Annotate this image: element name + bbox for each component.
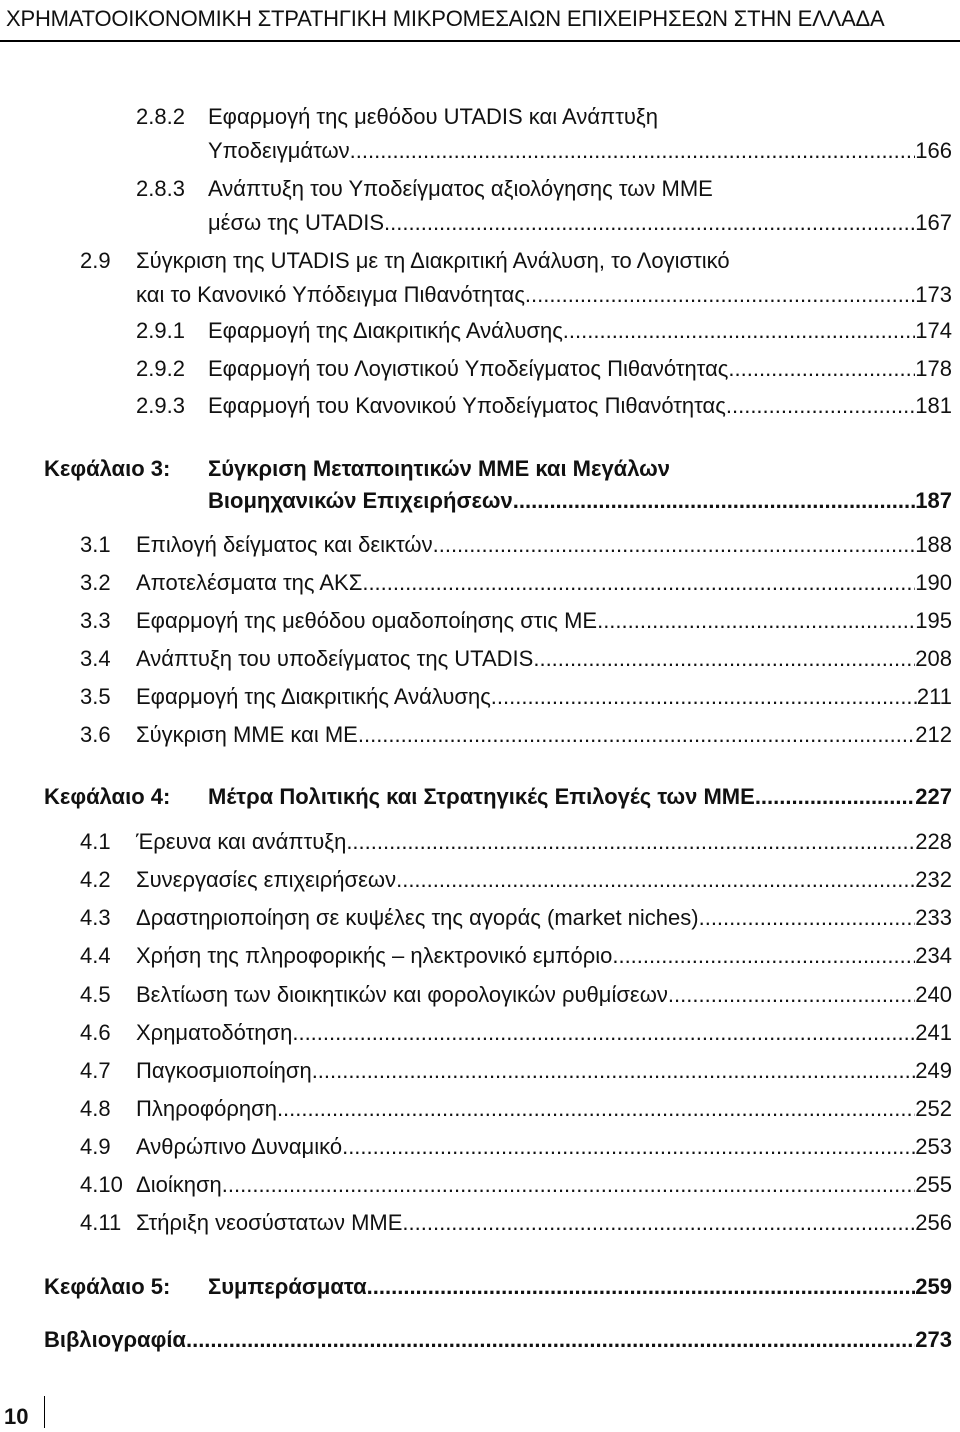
toc-entry-3-2[interactable] bbox=[80, 568, 952, 598]
chapter-page: 187 bbox=[915, 488, 952, 513]
entry-page: 190 bbox=[915, 570, 952, 595]
dot-leader bbox=[726, 391, 915, 421]
dot-leader bbox=[367, 1272, 916, 1302]
entry-title-cont: Υποδειγμάτων bbox=[208, 138, 350, 163]
entry-page: 255 bbox=[915, 1172, 952, 1197]
entry-title: Αποτελέσματα της ΑΚΣ bbox=[136, 570, 363, 595]
toc-entry-2-9-1[interactable] bbox=[136, 316, 952, 346]
entry-page: 167 bbox=[915, 210, 952, 235]
bibliography-page: 273 bbox=[915, 1327, 952, 1352]
entry-title: Συνεργασίες επιχειρήσεων bbox=[136, 867, 397, 892]
dot-leader bbox=[433, 530, 916, 560]
entry-page: 256 bbox=[915, 1210, 952, 1235]
chapter-page: 259 bbox=[915, 1274, 952, 1299]
chapter-label: Κεφάλαιο 4: bbox=[44, 784, 171, 809]
entry-number: 3.4 bbox=[80, 646, 111, 671]
entry-page: 211 bbox=[916, 684, 952, 709]
dot-leader bbox=[533, 644, 915, 674]
dot-leader bbox=[755, 782, 915, 812]
toc-entry-2-9[interactable] bbox=[80, 246, 952, 276]
toc-entry-4-7[interactable] bbox=[80, 1056, 952, 1086]
entry-number: 4.2 bbox=[80, 867, 111, 892]
entry-title: Εφαρμογή της Διακριτικής Ανάλυσης bbox=[208, 318, 563, 343]
entry-page: 174 bbox=[915, 318, 952, 343]
entry-number: 4.1 bbox=[80, 829, 111, 854]
entry-page: 249 bbox=[915, 1058, 952, 1083]
entry-number: 4.9 bbox=[80, 1134, 111, 1159]
dot-leader bbox=[186, 1325, 915, 1355]
toc-chapter-5[interactable] bbox=[44, 1272, 952, 1302]
entry-title: Επιλογή δείγματος και δεικτών bbox=[136, 532, 433, 557]
entry-page: 173 bbox=[915, 282, 952, 307]
entry-page: 233 bbox=[915, 905, 952, 930]
entry-page: 228 bbox=[915, 829, 952, 854]
toc-entry-4-10[interactable] bbox=[80, 1170, 952, 1200]
dot-leader bbox=[699, 903, 916, 933]
entry-title: Εφαρμογή του Λογιστικού Υποδείγματος Πιθανότητας bbox=[208, 356, 729, 381]
entry-number: 3.3 bbox=[80, 608, 111, 633]
entry-page: 166 bbox=[915, 138, 952, 163]
toc-entry-4-9[interactable] bbox=[80, 1132, 952, 1162]
entry-title: Εφαρμογή της μεθόδου ομαδοποίησης στις ΜΕ bbox=[136, 608, 598, 633]
entry-title: Σύγκριση ΜΜΕ και ΜΕ bbox=[136, 722, 358, 747]
dot-leader bbox=[525, 280, 915, 310]
entry-page: 232 bbox=[915, 867, 952, 892]
entry-title: Εφαρμογή της Διακριτικής Ανάλυσης bbox=[136, 684, 491, 709]
toc-entry-2-8-2[interactable] bbox=[136, 102, 952, 132]
chapter-title: Συμπεράσματα bbox=[208, 1274, 367, 1299]
entry-number: 3.1 bbox=[80, 532, 111, 557]
toc-entry-3-5[interactable] bbox=[80, 682, 952, 712]
entry-number: 4.5 bbox=[80, 982, 111, 1007]
chapter-title-cont: Βιομηχανικών Επιχειρήσεων bbox=[208, 488, 513, 513]
entry-number: 4.7 bbox=[80, 1058, 111, 1083]
entry-title: Στήριξη νεοσύστατων ΜΜΕ bbox=[136, 1210, 403, 1235]
toc-entry-2-8-2-cont[interactable] bbox=[208, 136, 952, 166]
dot-leader bbox=[491, 682, 917, 712]
dot-leader bbox=[390, 208, 915, 238]
toc-entry-3-6[interactable] bbox=[80, 720, 952, 750]
entry-title: Ανάπτυξη του υποδείγματος της UTADIS bbox=[136, 646, 534, 671]
entry-number: 4.8 bbox=[80, 1096, 111, 1121]
entry-title: Διοίκηση bbox=[136, 1172, 222, 1197]
entry-page: 208 bbox=[915, 646, 952, 671]
entry-title: Ανθρώπινο Δυναμικό bbox=[136, 1134, 343, 1159]
entry-title: Παγκοσμιοποίηση bbox=[136, 1058, 312, 1083]
toc-entry-4-11[interactable] bbox=[80, 1208, 952, 1238]
dot-leader bbox=[513, 486, 916, 516]
entry-page: 240 bbox=[915, 982, 952, 1007]
toc-entry-4-2[interactable] bbox=[80, 865, 952, 895]
toc-entry-4-5[interactable] bbox=[80, 980, 952, 1010]
entry-title: Δραστηριοποίηση σε κυψέλες της αγοράς (market niches) bbox=[136, 905, 699, 930]
entry-title: Χρήση της πληροφορικής – ηλεκτρονικό εμπόριο bbox=[136, 943, 613, 968]
entry-title: Χρηματοδότηση bbox=[136, 1020, 293, 1045]
toc-entry-4-6[interactable] bbox=[80, 1018, 952, 1048]
entry-page: 234 bbox=[915, 943, 952, 968]
entry-title-cont: μέσω της UTADIS. bbox=[208, 210, 391, 235]
entry-title: Εφαρμογή του Κανονικού Υποδείγματος Πιθανότητας bbox=[208, 393, 726, 418]
dot-leader bbox=[668, 980, 915, 1010]
dot-leader bbox=[362, 568, 915, 598]
dot-leader bbox=[728, 354, 915, 384]
entry-number: 2.9.1 bbox=[136, 318, 185, 343]
dot-leader bbox=[396, 865, 915, 895]
entry-number: 4.4 bbox=[80, 943, 111, 968]
entry-page: 241 bbox=[915, 1020, 952, 1045]
dot-leader bbox=[612, 941, 915, 971]
toc-entry-2-9-3[interactable] bbox=[136, 391, 952, 421]
chapter-label: Κεφάλαιο 5: bbox=[44, 1274, 171, 1299]
entry-title: Εφαρμογή της μεθόδου UTADIS και Ανάπτυξη bbox=[208, 104, 659, 129]
entry-number: 3.5 bbox=[80, 684, 111, 709]
entry-number: 2.8.3 bbox=[136, 176, 185, 201]
entry-title: Πληροφόρηση bbox=[136, 1096, 277, 1121]
dot-leader bbox=[346, 827, 915, 857]
entry-title: Σύγκριση της UTADIS με τη Διακριτική Ανάλυση, το Λογιστικό bbox=[136, 248, 730, 273]
entry-number: 2.9 bbox=[80, 248, 111, 273]
toc-chapter-3[interactable] bbox=[44, 454, 952, 484]
chapter-title: Μέτρα Πολιτικής και Στρατηγικές Επιλογές των ΜΜΕ bbox=[208, 784, 755, 809]
entry-number: 4.3 bbox=[80, 905, 111, 930]
dot-leader bbox=[597, 606, 915, 636]
entry-title-cont: και το Κανονικό Υπόδειγμα Πιθανότητας bbox=[136, 282, 525, 307]
entry-title: Ανάπτυξη του Υποδείγματος αξιολόγησης των ΜΜΕ bbox=[208, 176, 713, 201]
chapter-label: Κεφάλαιο 3: bbox=[44, 456, 171, 481]
entry-page: 181 bbox=[915, 393, 952, 418]
dot-leader bbox=[350, 136, 916, 166]
chapter-page: 227 bbox=[915, 784, 952, 809]
toc-entry-4-1[interactable] bbox=[80, 827, 952, 857]
dot-leader bbox=[342, 1132, 915, 1162]
entry-page: 253 bbox=[915, 1134, 952, 1159]
entry-title: Έρευνα και ανάπτυξη bbox=[136, 829, 347, 854]
dot-leader bbox=[358, 720, 915, 750]
entry-title: Βελτίωση των διοικητικών και φορολογικών ρυθμίσεων bbox=[136, 982, 668, 1007]
page-number: 10 bbox=[4, 1404, 29, 1429]
entry-page: 212 bbox=[915, 722, 952, 747]
dot-leader bbox=[277, 1094, 915, 1124]
toc-bibliography[interactable] bbox=[44, 1325, 952, 1355]
toc-entry-2-8-3-cont[interactable] bbox=[208, 208, 952, 238]
entry-number: 4.10 bbox=[80, 1172, 123, 1197]
toc-entry-2-9-2[interactable] bbox=[136, 354, 952, 384]
entry-number: 2.9.2 bbox=[136, 356, 185, 381]
running-header: ΧΡΗΜΑΤΟΟΙΚΟΝΟΜΙΚΗ ΣΤΡΑΤΗΓΙΚΗ ΜΙΚΡΟΜΕΣΑΙΩΝ ΕΠΙΧΕΙΡΗΣΕΩΝ ΣΤΗΝ ΕΛΛΑΔΑ bbox=[6, 6, 885, 31]
bibliography-title: Βιβλιογραφία bbox=[44, 1327, 186, 1352]
toc-entry-2-8-3[interactable] bbox=[136, 174, 952, 204]
entry-number: 4.6 bbox=[80, 1020, 111, 1045]
dot-leader bbox=[402, 1208, 915, 1238]
entry-number: 3.6 bbox=[80, 722, 111, 747]
dot-leader bbox=[563, 316, 915, 346]
toc-chapter-3-cont[interactable] bbox=[208, 486, 952, 516]
toc-entry-3-4[interactable] bbox=[80, 644, 952, 674]
toc-entry-3-3[interactable] bbox=[80, 606, 952, 636]
entry-page: 178 bbox=[915, 356, 952, 381]
entry-page: 252 bbox=[915, 1096, 952, 1121]
toc-entry-3-1[interactable] bbox=[80, 530, 952, 560]
toc-entry-2-9-cont[interactable] bbox=[136, 280, 952, 310]
entry-page: 195 bbox=[915, 608, 952, 633]
dot-leader bbox=[222, 1170, 916, 1200]
toc-entry-4-3[interactable] bbox=[80, 903, 952, 933]
toc-entry-4-8[interactable] bbox=[80, 1094, 952, 1124]
header-rule bbox=[0, 40, 960, 42]
toc-entry-4-4[interactable] bbox=[80, 941, 952, 971]
footer-rule bbox=[44, 1396, 45, 1428]
entry-page: 188 bbox=[915, 532, 952, 557]
entry-number: 2.8.2 bbox=[136, 104, 185, 129]
entry-number: 4.11 bbox=[80, 1210, 122, 1235]
dot-leader bbox=[292, 1018, 915, 1048]
entry-number: 2.9.3 bbox=[136, 393, 185, 418]
toc-chapter-4[interactable] bbox=[44, 782, 952, 812]
entry-number: 3.2 bbox=[80, 570, 111, 595]
chapter-title: Σύγκριση Μεταποιητικών ΜΜΕ και Μεγάλων bbox=[208, 456, 670, 481]
dot-leader bbox=[312, 1056, 916, 1086]
